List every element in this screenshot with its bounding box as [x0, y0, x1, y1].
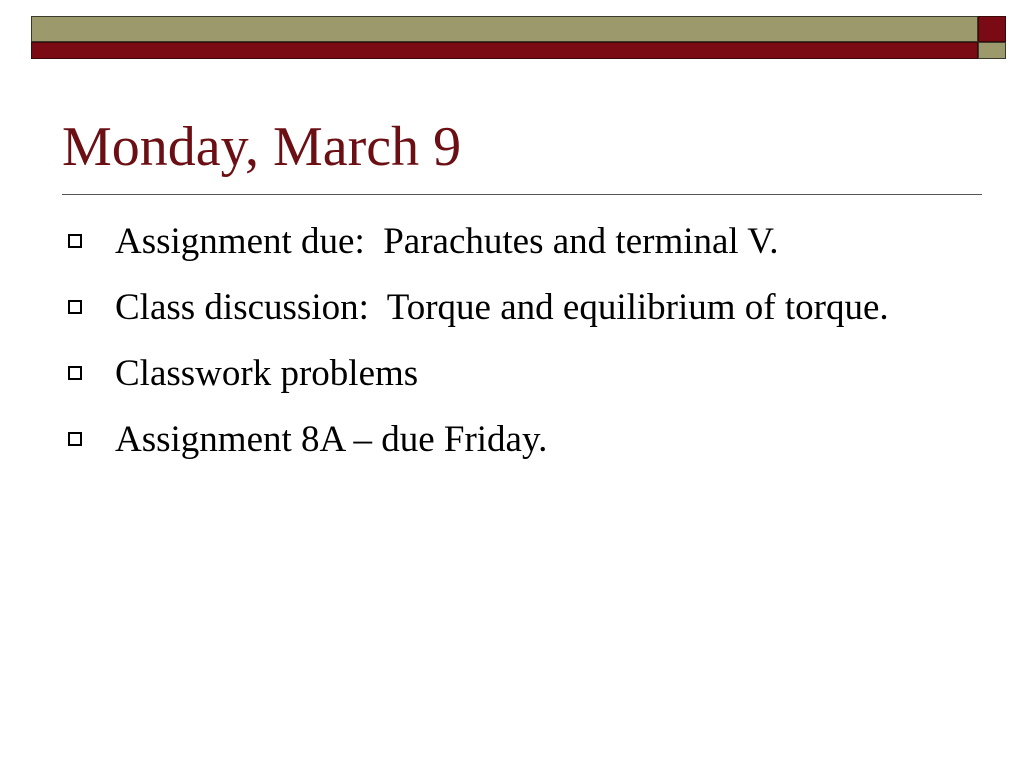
banner-maroon-square: [978, 16, 1006, 42]
bullet-text: Assignment due: Parachutes and terminal V.: [115, 221, 779, 262]
hollow-square-bullet-icon: [68, 234, 82, 248]
banner-olive-square: [978, 42, 1006, 59]
banner-maroon-bar: [31, 42, 978, 59]
bullet-item: [62, 412, 962, 468]
bullet-item: [62, 214, 962, 270]
title-divider: [62, 194, 982, 195]
slide-title: Monday, March 9: [62, 116, 462, 178]
bullet-list: [62, 214, 962, 478]
header-banner: [31, 16, 1006, 59]
hollow-square-bullet-icon: [68, 432, 82, 446]
hollow-square-bullet-icon: [68, 366, 82, 380]
banner-olive-bar: [31, 16, 978, 42]
bullet-item: [62, 346, 962, 402]
hollow-square-bullet-icon: [68, 300, 82, 314]
bullet-item: [62, 280, 985, 336]
bullet-text: Class discussion: Torque and equilibrium of torque.: [115, 287, 889, 328]
bullet-text: Classwork problems: [115, 353, 419, 394]
bullet-text: Assignment 8A – due Friday.: [115, 419, 548, 460]
